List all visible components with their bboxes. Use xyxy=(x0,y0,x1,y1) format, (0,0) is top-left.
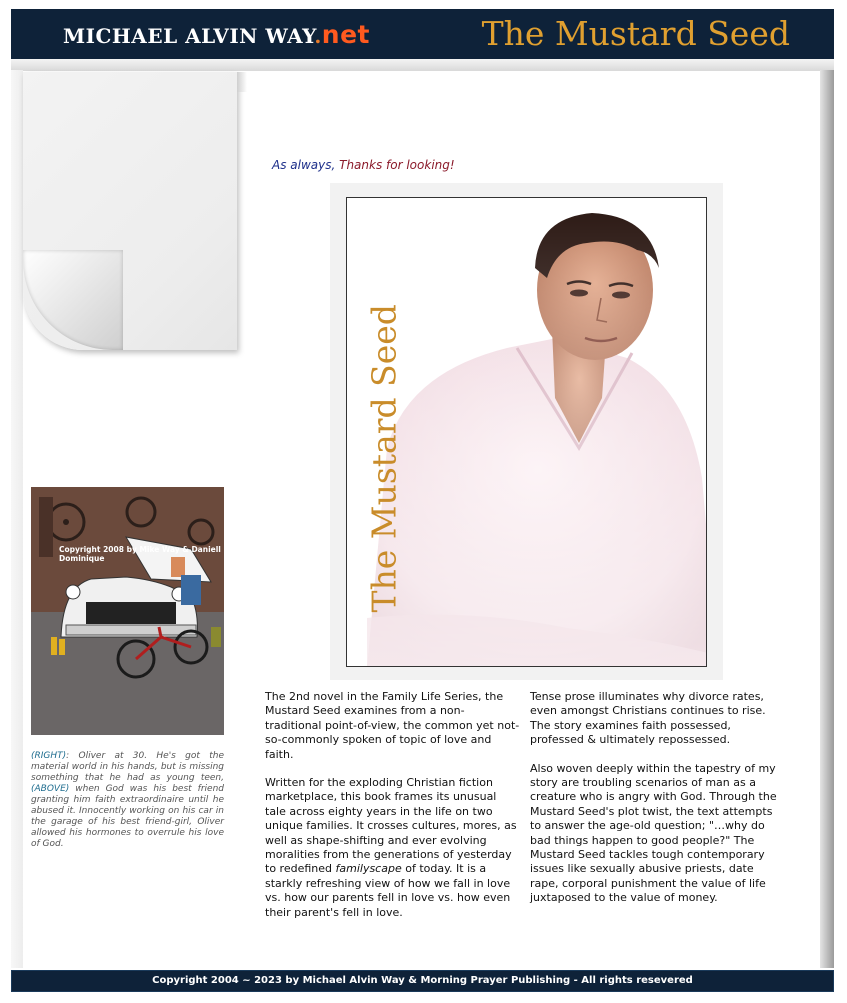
garage-caption xyxy=(31,751,224,850)
column2-paragraph-1: Tense prose illuminates why divorce rates, even amongst Christians continues to rise. The story examines faith possessed, professed & ultimately repossessed. xyxy=(530,690,766,747)
content-edge-shade xyxy=(237,72,247,92)
description-column-2 xyxy=(530,690,785,920)
column1-p2-before: Written for the exploding Christian fiction marketplace, this book frames its unusual tale across eighty years in the life on two unique families. It crosses cultures, mores, as well as shape-shifting and ever evolving moralities from the generations of yesterday to redefined xyxy=(265,776,517,876)
site-name-text: MICHAEL ALVIN WAY xyxy=(63,24,315,48)
caption-right-tag: (RIGHT) xyxy=(31,751,67,761)
site-name-tld: net xyxy=(321,20,371,49)
site-name-dot: . xyxy=(314,24,322,48)
header-book-title: The Mustard Seed xyxy=(481,14,790,53)
column1-paragraph-2 xyxy=(265,776,520,920)
site-logo[interactable] xyxy=(63,20,370,49)
caption-text-2: when God was his best friend granting him faith extraordinaire until he abused it. Innocently working on his car in the garage of his best friend-girl, Oliver allowed his hormones to overrule his love of God. xyxy=(31,784,224,849)
caption-above-tag: (ABOVE) xyxy=(31,784,70,794)
garage-scene-image xyxy=(31,487,224,735)
book-cover-frame xyxy=(346,197,707,667)
top-frame-strip xyxy=(11,59,834,71)
page-curl-fold xyxy=(23,250,123,350)
garage-image-copyright: Copyright 2008 by Mike Way & Daniell Dominique xyxy=(59,545,221,563)
column2-paragraph-2: Also woven deeply within the tapestry of my story are troubling scenarios of man as a creature who is angry with God. Through the Mustard Seed's plot twist, the text attempts to answer the age-old question; "…why do bad things happen to good people?" The Mustard Seed tackles tough contemporary issues like sexually abusive priests, date rape, corporal punishment the value of life juxtaposed to the value of money. xyxy=(530,761,777,905)
left-frame-border xyxy=(11,70,23,968)
column1-p2-after: of today. It is a starkly refreshing view of how we fall in love vs. how our parents fell in love vs. how even their parent's fell in love. xyxy=(265,862,511,919)
caption-text-1: : Oliver at 30. He's got the material world in his hands, but is missing something that he had as young teen, xyxy=(31,751,224,783)
tagline xyxy=(272,158,455,172)
column1-p2-italic: familyscape xyxy=(335,862,402,876)
cover-spine-title: The Mustard Seed xyxy=(364,304,404,613)
description-column-1 xyxy=(265,690,520,934)
book-cover[interactable] xyxy=(330,183,723,680)
tagline-part2: Thanks for looking! xyxy=(339,158,455,172)
column1-paragraph-1: The 2nd novel in the Family Life Series, the Mustard Seed examines from a non-traditional point-of-view, the common yet not-so-commonly spoken of topic of love and faith. xyxy=(265,690,520,761)
site-footer xyxy=(11,970,834,992)
tagline-part1: As always, xyxy=(272,158,340,172)
right-frame-shadow xyxy=(820,70,834,968)
footer-copyright: Copyright 2004 ~ 2023 by Michael Alvin Way & Morning Prayer Publishing - All rights resevered xyxy=(152,975,693,986)
garage-illustration[interactable] xyxy=(31,487,224,735)
site-header xyxy=(11,9,834,59)
